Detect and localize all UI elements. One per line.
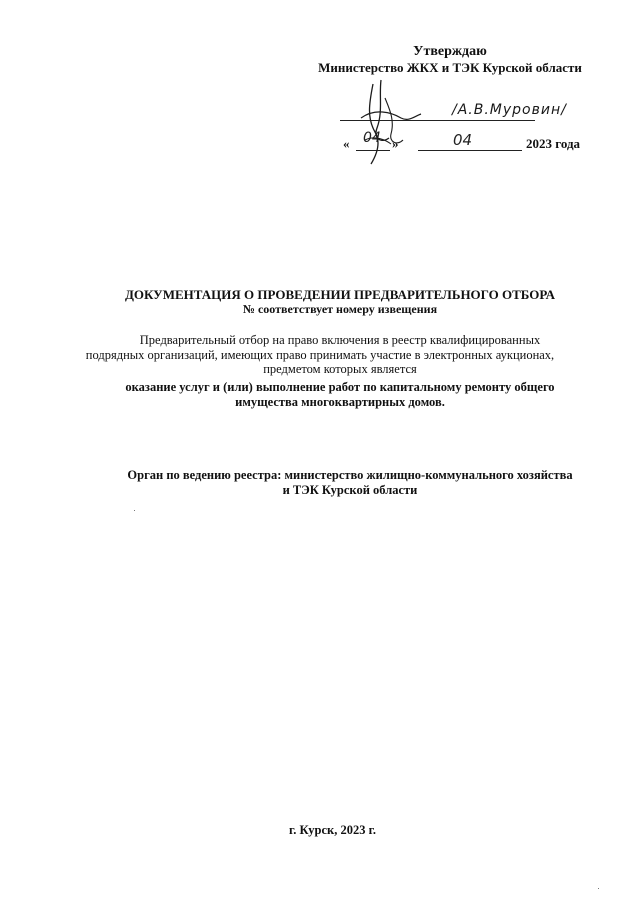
signatory-name: /А.В.Муровин/ bbox=[452, 102, 567, 118]
description-line-3: предметом которых является bbox=[263, 362, 417, 376]
scan-speck bbox=[598, 888, 599, 889]
date-year: 2023 года bbox=[526, 136, 581, 151]
date-day-handwritten: 04 bbox=[363, 130, 381, 146]
document-title: ДОКУМЕНТАЦИЯ О ПРОВЕДЕНИИ ПРЕДВАРИТЕЛЬНОГО ОТБОРА bbox=[124, 287, 556, 302]
date-close-quote: » bbox=[392, 136, 399, 151]
footer-place-year: г. Курск, 2023 г. bbox=[289, 823, 376, 837]
document-subtitle: № соответствует номеру извещения bbox=[242, 302, 438, 316]
date-month-handwritten: 04 bbox=[453, 131, 473, 149]
date-open-quote: « bbox=[343, 136, 350, 151]
scan-speck bbox=[134, 510, 135, 511]
description-line-2: подрядных организаций, имеющих право принимать участие в электронных аукционах, bbox=[85, 348, 555, 362]
date-month-field bbox=[418, 150, 522, 151]
subject-line-2: имущества многоквартирных домов. bbox=[235, 395, 445, 409]
approval-title: Утверждаю bbox=[413, 44, 487, 59]
subject-line-1: оказание услуг и (или) выполнение работ по капитальному ремонту общего bbox=[125, 380, 555, 394]
handwritten-signature bbox=[355, 78, 425, 168]
approval-ministry: Министерство ЖКХ и ТЭК Курской области bbox=[318, 60, 582, 75]
description-line-1: Предварительный отбор на право включения в реестр квалифицированных bbox=[139, 333, 541, 347]
registry-body-line-1: Орган по ведению реестра: министерство жилищно-коммунального хозяйства bbox=[127, 468, 573, 482]
registry-body-line-2: и ТЭК Курской области bbox=[282, 483, 418, 497]
